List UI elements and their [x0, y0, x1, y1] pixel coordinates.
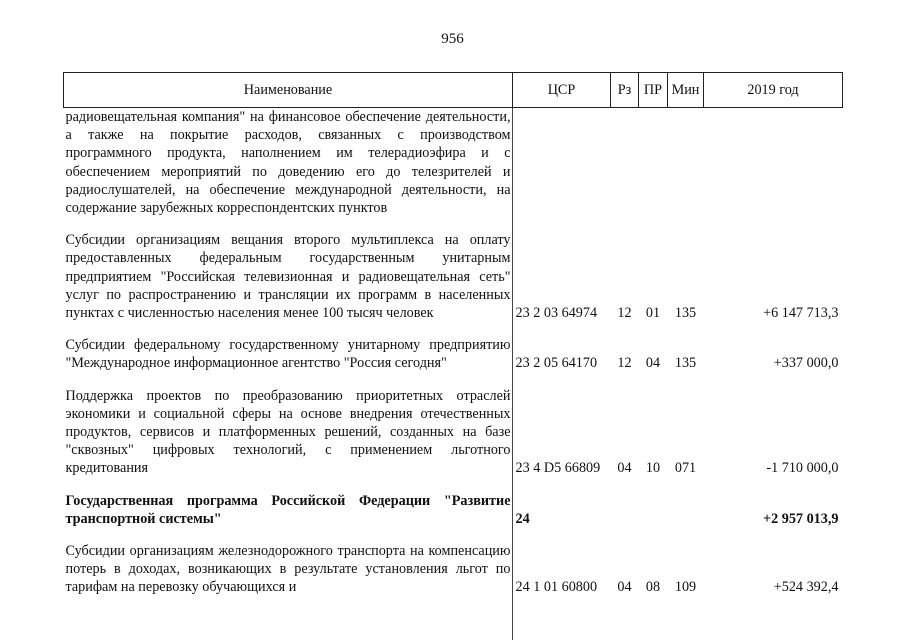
row-amount: +2 957 013,9: [763, 510, 839, 527]
row-csr: 24 1 01 60800: [515, 579, 598, 596]
header-min: Мин: [668, 73, 704, 108]
row-csr: [513, 108, 611, 218]
header-year: 2019 год: [704, 73, 843, 108]
row-min: 135: [674, 305, 697, 322]
row-min: [668, 108, 704, 218]
table-header-row: [64, 73, 843, 108]
row-min: [668, 492, 704, 528]
row-csr: 23 2 03 64974: [515, 305, 598, 322]
header-pr: ПР: [639, 73, 668, 108]
row-name: Поддержка проектов по преобразованию приоритетных отраслей экономики и социальной сферы на основе внедрения отечественных продуктов, сервисов и платформенных решений, созданных на базе "сквозных" цифровых технологий, с применением льготного кредитования: [65, 387, 511, 477]
row-min: 109: [674, 579, 697, 596]
budget-table: [63, 72, 843, 597]
table-row: [64, 336, 843, 372]
row-rz: 12: [617, 355, 632, 372]
row-min: 071: [674, 460, 697, 477]
row-rz: 04: [617, 579, 632, 596]
header-csr: ЦСР: [513, 73, 611, 108]
row-rz: 04: [617, 460, 632, 477]
row-min: 135: [674, 355, 697, 372]
table-row: [64, 108, 843, 218]
row-amount: [704, 108, 843, 218]
row-amount: +337 000,0: [773, 355, 839, 372]
table-row: [64, 492, 843, 528]
row-name: Государственная программа Российской Федерации "Развитие транспортной системы": [65, 492, 511, 527]
row-csr: 23 2 05 64170: [515, 355, 598, 372]
row-name: Субсидии организациям вещания второго мультиплекса на оплату предоставленных федеральным государственным унитарным предприятием "Российская телевизионная и радиовещательная сеть" услуг по распространению и трансляции их программ в населенных пунктах с численностью населения менее 100 тысяч человек: [65, 232, 511, 322]
row-rz: 12: [617, 305, 632, 322]
table-row: [64, 542, 843, 597]
row-pr: 10: [645, 460, 661, 477]
row-pr: 08: [645, 579, 661, 596]
header-name: Наименование: [64, 73, 513, 108]
row-pr: 01: [645, 305, 661, 322]
row-pr: [639, 492, 668, 528]
row-amount: -1 710 000,0: [766, 460, 839, 477]
row-name: Субсидии федеральному государственному унитарному предприятию "Международное информационное агентство "Россия сегодня": [65, 337, 511, 372]
row-rz: [611, 492, 639, 528]
table-row: [64, 231, 843, 322]
row-amount: +524 392,4: [773, 579, 839, 596]
header-rz: Рз: [611, 73, 639, 108]
row-pr: 04: [645, 355, 661, 372]
row-rz: [611, 108, 639, 218]
row-name: радиовещательная компания" на финансовое обеспечение деятельности, а также на покрытие расходов, связанных с производством программного продукта, наполнением им телерадиоэфира и с обеспечением мероприятий по доведению его до телезрителей и радиослушателей, на обеспечение международной деятельности, на содержание зарубежных корреспондентских пунктов: [65, 109, 511, 217]
row-pr: [639, 108, 668, 218]
row-csr: 23 4 D5 66809: [515, 460, 601, 477]
row-name: Субсидии организациям железнодорожного транспорта на компенсацию потерь в доходах, возникающих в результате установления льгот по тарифам на перевозку обучающихся и: [65, 543, 511, 596]
table-row: [64, 387, 843, 478]
page-number: 956: [441, 31, 464, 47]
row-csr: 24: [515, 510, 530, 527]
row-amount: +6 147 713,3: [763, 305, 839, 322]
